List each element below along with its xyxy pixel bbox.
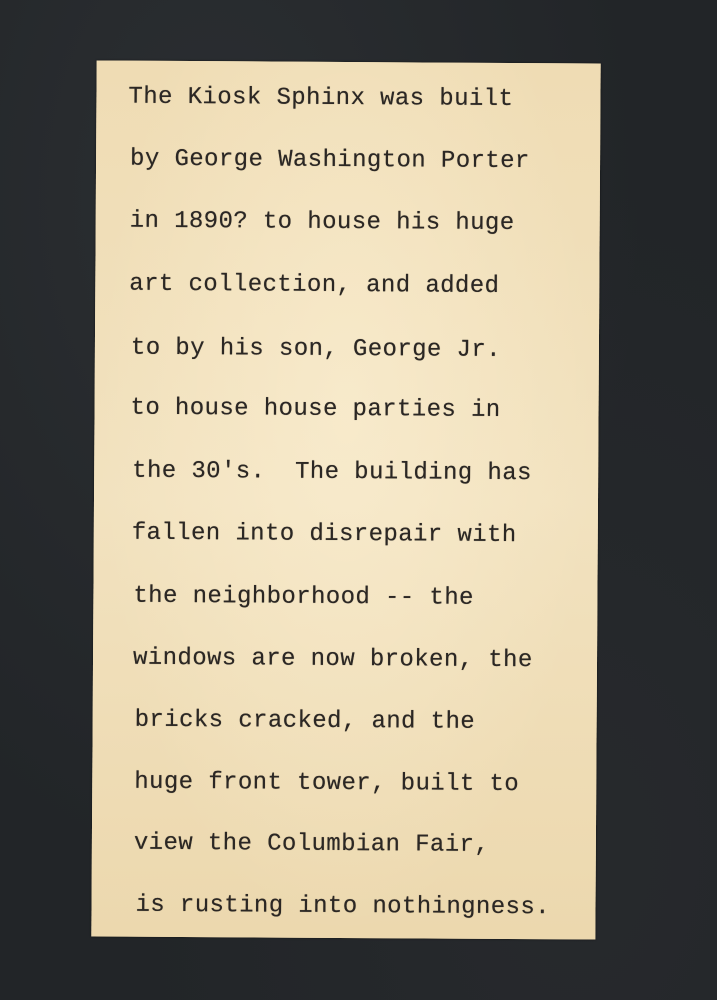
note-line: the 30's. The building has xyxy=(132,457,532,488)
note-line: by George Washington Porter xyxy=(129,145,530,176)
note-line: The Kiosk Sphinx was built xyxy=(128,83,514,114)
note-line: to house house parties in xyxy=(130,394,501,424)
note-line: art collection, and added xyxy=(129,270,500,300)
note-line: bricks cracked, and the xyxy=(134,706,476,736)
note-line: to by his son, George Jr. xyxy=(130,334,502,364)
note-line: fallen into disrepair with xyxy=(131,519,517,550)
note-line: the neighborhood -- the xyxy=(133,582,474,612)
note-line: view the Columbian Fair, xyxy=(133,829,490,859)
note-line: is rusting into nothingness. xyxy=(135,891,551,922)
note-line: huge front tower, built to xyxy=(134,768,520,799)
typed-note-card xyxy=(91,60,600,939)
note-line: windows are now broken, the xyxy=(132,644,533,675)
note-line: in 1890? to house his huge xyxy=(129,207,515,238)
